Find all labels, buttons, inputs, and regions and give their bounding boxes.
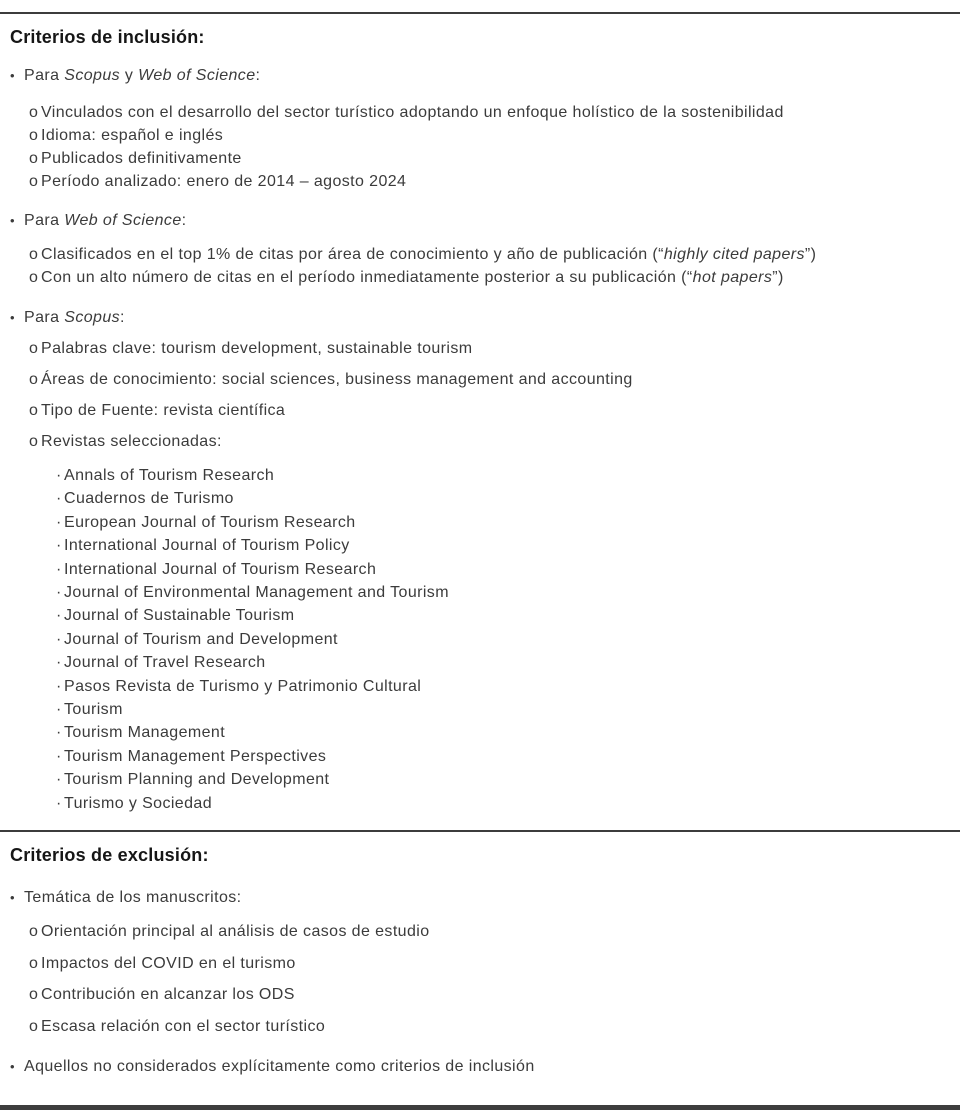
text-segment-italic: Web of Science bbox=[138, 67, 256, 84]
journal-name: Pasos Revista de Turismo y Patrimonio Cultural bbox=[64, 677, 422, 695]
list-item-para-wos bbox=[0, 209, 960, 232]
journal-name: Journal of Travel Research bbox=[64, 654, 266, 672]
bullet-icon: • bbox=[10, 213, 15, 228]
list-item-tematica bbox=[0, 886, 960, 909]
text-segment: : bbox=[255, 67, 261, 84]
text-segment: ”) bbox=[772, 269, 784, 286]
journal-item bbox=[0, 768, 960, 791]
list-item-text: Período analizado: enero de 2014 – agosto 2024 bbox=[41, 173, 407, 190]
text-segment: Para bbox=[24, 67, 65, 84]
list-item-text: Palabras clave: tourism development, sustainable tourism bbox=[41, 340, 473, 357]
journal-name: Tourism bbox=[64, 701, 123, 719]
list-item bbox=[0, 368, 960, 391]
list-item bbox=[0, 266, 960, 289]
table-divider-rule bbox=[0, 830, 960, 832]
journal-name: European Journal of Tourism Research bbox=[64, 513, 356, 531]
list-item-para-scopus bbox=[0, 306, 960, 329]
journal-item bbox=[0, 628, 960, 651]
text-segment-italic: hot papers bbox=[692, 269, 773, 286]
list-item-text bbox=[41, 243, 816, 266]
list-item-text bbox=[24, 209, 186, 232]
dot-marker-icon: · bbox=[56, 560, 62, 578]
dot-marker-icon: · bbox=[56, 794, 62, 812]
list-item bbox=[0, 243, 960, 266]
journal-item bbox=[0, 675, 960, 698]
journal-item bbox=[0, 558, 960, 581]
journal-name: International Journal of Tourism Research bbox=[64, 560, 377, 578]
list-item-text bbox=[24, 64, 260, 87]
journal-item bbox=[0, 792, 960, 815]
circle-marker-icon: o bbox=[29, 433, 39, 450]
journal-name: Cuadernos de Turismo bbox=[64, 490, 234, 508]
journal-name: Tourism Management bbox=[64, 724, 226, 742]
list-item bbox=[0, 399, 960, 422]
sublist-scopus-wos bbox=[0, 101, 960, 193]
journal-item bbox=[0, 651, 960, 674]
list-item-text bbox=[41, 266, 784, 289]
list-item bbox=[0, 124, 960, 147]
list-item-para-scopus-wos bbox=[0, 64, 960, 87]
dot-marker-icon: · bbox=[56, 724, 62, 742]
journal-item bbox=[0, 721, 960, 744]
circle-marker-icon: o bbox=[29, 173, 39, 190]
circle-marker-icon: o bbox=[29, 1017, 39, 1035]
table-top-rule bbox=[0, 12, 960, 14]
journal-name: Journal of Sustainable Tourism bbox=[64, 607, 295, 625]
journal-item bbox=[0, 581, 960, 604]
list-item bbox=[0, 983, 960, 1006]
bullet-icon: • bbox=[10, 310, 15, 325]
dot-marker-icon: · bbox=[56, 677, 62, 695]
list-item-text: Orientación principal al análisis de casos de estudio bbox=[41, 923, 430, 941]
circle-marker-icon: o bbox=[29, 402, 39, 419]
journal-item bbox=[0, 511, 960, 534]
circle-marker-icon: o bbox=[29, 246, 39, 263]
list-item-text: Escasa relación con el sector turístico bbox=[41, 1017, 326, 1035]
journal-item bbox=[0, 745, 960, 768]
list-item-text: Temática de los manuscritos: bbox=[24, 889, 242, 907]
text-segment-italic: Scopus bbox=[64, 67, 121, 84]
dot-marker-icon: · bbox=[56, 467, 62, 484]
exclusion-heading: Criterios de exclusión: bbox=[10, 845, 209, 866]
table-bottom-rule bbox=[0, 1105, 960, 1110]
bullet-icon: • bbox=[10, 1058, 15, 1074]
journal-name: Tourism Management Perspectives bbox=[64, 747, 327, 765]
circle-marker-icon: o bbox=[29, 104, 39, 121]
text-segment: : bbox=[120, 309, 125, 326]
bullet-icon: • bbox=[10, 890, 15, 906]
dot-marker-icon: · bbox=[56, 701, 62, 719]
text-segment: Clasificados en el top 1% de citas por área de conocimiento y año de publicación (“ bbox=[41, 246, 664, 263]
journal-name: Journal of Tourism and Development bbox=[64, 630, 338, 648]
circle-marker-icon: o bbox=[29, 371, 39, 388]
list-item bbox=[0, 170, 960, 193]
dot-marker-icon: · bbox=[56, 584, 62, 602]
journal-item bbox=[0, 487, 960, 510]
circle-marker-icon: o bbox=[29, 269, 39, 286]
journal-name: Tourism Planning and Development bbox=[64, 771, 330, 789]
list-item-text: Vinculados con el desarrollo del sector turístico adoptando un enfoque holístico de la sostenibilidad bbox=[41, 104, 784, 121]
circle-marker-icon: o bbox=[29, 340, 39, 357]
circle-marker-icon: o bbox=[29, 923, 39, 941]
list-item-text: Tipo de Fuente: revista científica bbox=[41, 402, 286, 419]
journal-name: Turismo y Sociedad bbox=[64, 794, 212, 812]
journal-item bbox=[0, 698, 960, 721]
list-item-text: Aquellos no considerados explícitamente como criterios de inclusión bbox=[24, 1057, 535, 1075]
dot-marker-icon: · bbox=[56, 654, 62, 672]
circle-marker-icon: o bbox=[29, 986, 39, 1004]
list-item bbox=[0, 1015, 960, 1038]
journal-name: Journal of Environmental Management and Tourism bbox=[64, 584, 449, 602]
dot-marker-icon: · bbox=[56, 490, 62, 508]
dot-marker-icon: · bbox=[56, 607, 62, 625]
text-segment: Para bbox=[24, 212, 65, 229]
journal-name: Annals of Tourism Research bbox=[64, 467, 275, 484]
list-item bbox=[0, 920, 960, 943]
circle-marker-icon: o bbox=[29, 150, 39, 167]
dot-marker-icon: · bbox=[56, 513, 62, 531]
text-segment: ”) bbox=[804, 246, 817, 263]
journal-item bbox=[0, 534, 960, 557]
circle-marker-icon: o bbox=[29, 954, 39, 972]
list-item bbox=[0, 147, 960, 170]
journal-item bbox=[0, 464, 960, 487]
journal-name: International Journal of Tourism Policy bbox=[64, 537, 350, 555]
list-item-aquellos bbox=[0, 1055, 960, 1078]
list-item-text: Impactos del COVID en el turismo bbox=[41, 954, 296, 972]
sublist-scopus bbox=[0, 337, 960, 453]
dot-marker-icon: · bbox=[56, 537, 62, 555]
list-item-text: Áreas de conocimiento: social sciences, business management and accounting bbox=[41, 371, 633, 388]
text-segment-italic: Web of Science bbox=[64, 212, 182, 229]
list-item bbox=[0, 430, 960, 453]
journal-list bbox=[0, 464, 960, 815]
list-item-text: Revistas seleccionadas: bbox=[41, 433, 222, 450]
text-segment: Con un alto número de citas en el período inmediatamente posterior a su publicación (“ bbox=[41, 269, 693, 286]
list-item-text: Contribución en alcanzar los ODS bbox=[41, 986, 295, 1004]
dot-marker-icon: · bbox=[56, 747, 62, 765]
list-item bbox=[0, 952, 960, 975]
text-segment: : bbox=[181, 212, 187, 229]
text-segment-italic: Scopus bbox=[64, 309, 121, 326]
list-item bbox=[0, 337, 960, 360]
exclusion-section bbox=[0, 844, 960, 1078]
sublist-tematica bbox=[0, 920, 960, 1038]
circle-marker-icon: o bbox=[29, 127, 39, 144]
list-item-text: Idioma: español e inglés bbox=[41, 127, 224, 144]
list-item-text bbox=[24, 306, 125, 329]
inclusion-section bbox=[0, 26, 960, 815]
text-segment-italic: highly cited papers bbox=[663, 246, 805, 263]
dot-marker-icon: · bbox=[56, 630, 62, 648]
text-segment: Para bbox=[24, 309, 65, 326]
inclusion-heading: Criterios de inclusión: bbox=[10, 27, 205, 47]
bullet-icon: • bbox=[10, 68, 15, 83]
list-item bbox=[0, 101, 960, 124]
list-item-text: Publicados definitivamente bbox=[41, 150, 242, 167]
journal-item bbox=[0, 604, 960, 627]
sublist-wos bbox=[0, 243, 960, 289]
dot-marker-icon: · bbox=[56, 771, 62, 789]
text-segment: y bbox=[120, 67, 139, 84]
